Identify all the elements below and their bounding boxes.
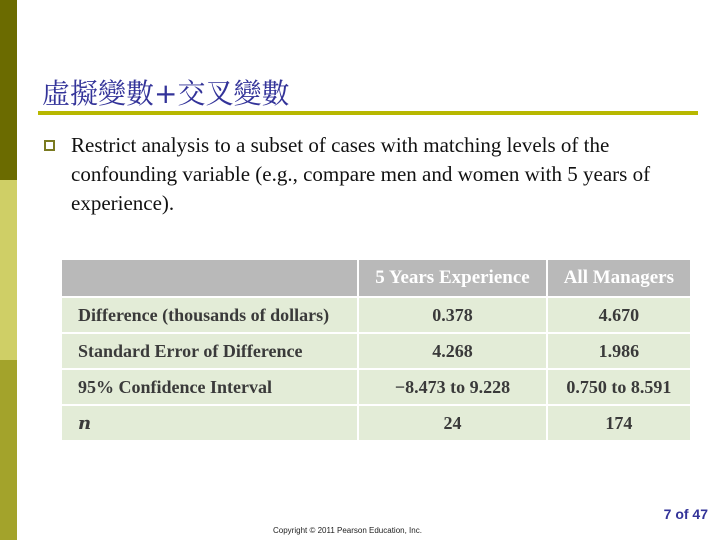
cell-value: 4.670	[547, 297, 691, 333]
row-label: 95% Confidence Interval	[61, 369, 358, 405]
table-row	[61, 333, 691, 369]
cell-value: 24	[358, 405, 546, 441]
slide-title: 虛擬變數+交叉變數	[42, 77, 290, 110]
cell-value: 0.378	[358, 297, 546, 333]
table-header-row	[61, 259, 691, 297]
header-cell-blank	[61, 259, 358, 297]
header-cell-5-years: 5 Years Experience	[358, 259, 546, 297]
results-table-figure	[60, 258, 692, 446]
left-accent-stripe-top	[0, 0, 17, 180]
cell-value: −8.473 to 9.228	[358, 369, 546, 405]
title-underline	[38, 111, 698, 115]
cell-value: 1.986	[547, 333, 691, 369]
results-table	[60, 258, 692, 442]
cell-value: 174	[547, 405, 691, 441]
table-row	[61, 405, 691, 441]
left-accent-stripe-bottom	[0, 360, 17, 540]
row-label: Difference (thousands of dollars)	[61, 297, 358, 333]
row-label: Standard Error of Difference	[61, 333, 358, 369]
copyright-notice: Copyright © 2011 Pearson Education, Inc.	[273, 526, 422, 535]
page-number: 7 of 47	[663, 506, 708, 522]
table-row	[61, 369, 691, 405]
header-cell-all-managers: All Managers	[547, 259, 691, 297]
row-label: n	[61, 405, 358, 441]
table-row	[61, 297, 691, 333]
left-accent-stripe-middle	[0, 180, 17, 360]
cell-value: 4.268	[358, 333, 546, 369]
bullet-text: Restrict analysis to a subset of cases with matching levels of the confounding variable (e.g., compare men and women with 5 years of experience).	[71, 133, 651, 215]
cell-value: 0.750 to 8.591	[547, 369, 691, 405]
square-bullet-icon	[44, 140, 55, 151]
